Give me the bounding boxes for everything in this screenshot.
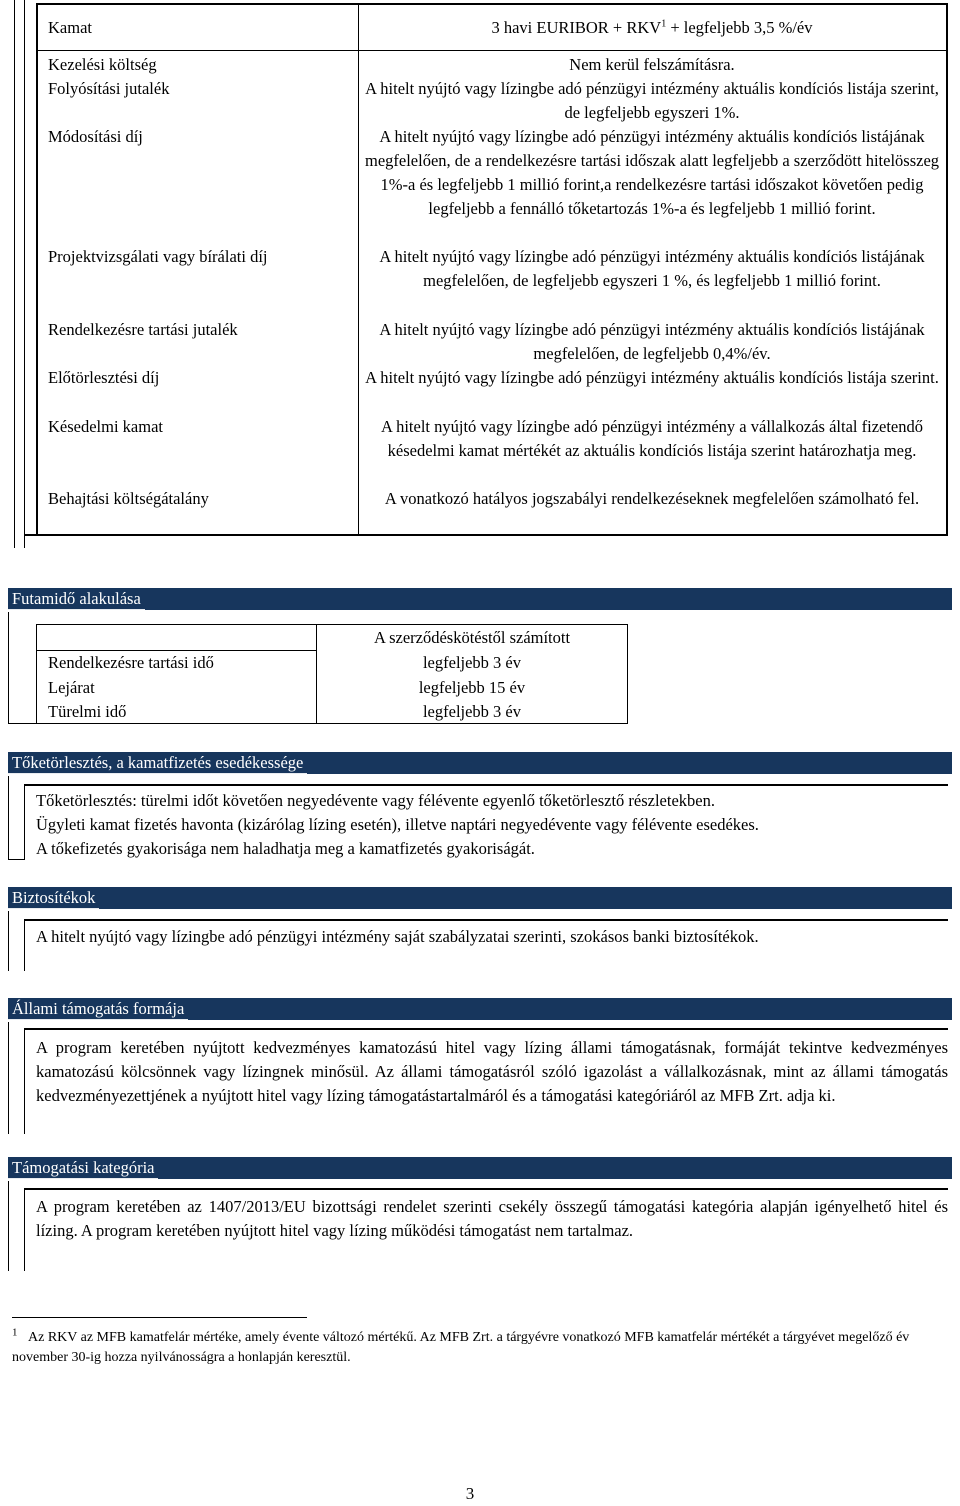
section-bar-allami [8, 998, 952, 1020]
footnote-separator [12, 1317, 307, 1318]
section-bar-futamido [8, 588, 952, 610]
allami-text: A program keretében nyújtott kedvezményes kamatozású hitel vagy lízing állami támogatásnak, formáját tekintve kedvezményes kamatozású kölcsönnek vagy lízingnek minősül. Az állami támogatásról szóló igazolást a vállalkozásnak, mint az állami támogatás kedvezményezettjének a nyújtott hitel vagy lízing támogatástartalmáról és a támogatási kategóriáról az MFB Zrt. adja ki. [36, 1038, 948, 1105]
futamido-header: A szerződéskötéstől számított [373, 628, 571, 647]
futamido-label-turelmi: Türelmi idő [48, 702, 127, 721]
section-title-biztositekok: Biztosítékok [8, 887, 99, 909]
toketorlesztes-line-3: A tőkefizetés gyakorisága nem haladhatja meg a kamatfizetés gyakoriságát. [36, 839, 535, 858]
fee-value-rendelkezesre: A hitelt nyújtó vagy lízingbe adó pénzügyi intézmény aktuális kondíciós listájának megfelelően, de legfeljebb 0,4%/év. [379, 320, 925, 363]
fee-value-kesedelmi: A hitelt nyújtó vagy lízingbe adó pénzügyi intézmény a vállalkozás által fizetendő késedelmi kamat mértékét az aktuális kondíciós listája szerint határozhatja meg. [380, 417, 924, 460]
biztositekok-text: A hitelt nyújtó vagy lízingbe adó pénzügyi intézmény saját szabályzatai szerinti, szokásos banki biztosítékok. [36, 927, 759, 946]
fee-label-behajtasi: Behajtási költségátalány [48, 489, 209, 508]
fee-value-folyositasi: A hitelt nyújtó vagy lízingbe adó pénzügyi intézmény aktuális kondíciós listája szerint, de legfeljebb egyszeri 1%. [365, 79, 939, 122]
futamido-value-rendelkezesre: legfeljebb 3 év [422, 653, 522, 672]
kamat-suffix: + legfeljebb 3,5 %/év [666, 18, 813, 37]
section-title-toketorlesztes: Tőketörlesztés, a kamatfizetés esedékessége [8, 752, 307, 774]
fee-label-projektvizsgalati: Projektvizsgálati vagy bírálati díj [48, 247, 268, 266]
section-bar-biztositekok [8, 887, 952, 909]
fee-label-kamat: Kamat [48, 18, 92, 37]
kategoria-text: A program keretében az 1407/2013/EU bizottsági rendelet szerinti csekély összegű támogatási kategória alapján igényelhető hitel és lízing. A program keretében nyújtott hitel vagy lízing működési támogatást nem tartalmaz. [36, 1197, 948, 1240]
toketorlesztes-line-2: Ügyleti kamat fizetés havonta (kizárólag lízing esetén), illetve naptári negyedévente vagy félévente esedékes. [36, 815, 759, 834]
toketorlesztes-line-1: Tőketörlesztés: türelmi időt követően negyedévente vagy félévente egyenlő tőketörlesztő részletekben. [36, 791, 715, 810]
section-bar-kategoria [8, 1157, 952, 1179]
fee-label-rendelkezesre: Rendelkezésre tartási jutalék [48, 320, 238, 339]
fee-label-kezelesi: Kezelési költség [48, 55, 157, 74]
fee-label-folyositasi: Folyósítási jutalék [48, 79, 170, 98]
fee-value-kamat [360, 16, 944, 40]
footnote [12, 1328, 948, 1368]
section-title-kategoria: Támogatási kategória [8, 1157, 158, 1179]
section-title-allami: Állami támogatás formája [8, 998, 188, 1020]
futamido-value-lejarat: legfeljebb 15 év [418, 678, 526, 697]
fee-value-modositasi: A hitelt nyújtó vagy lízingbe adó pénzügyi intézmény aktuális kondíciós listájának megfelelően, de a rendelkezésre tartási időszak alatt legfeljebb a szerződött hitelösszeg 1%-a és legfeljebb 1 millió forint,a rendelkezésre tartási időszakot követően pedig legfeljebb a fennálló tőketartozás 1%-a és legfeljebb 1 millió forint. [364, 127, 940, 218]
futamido-label-lejarat: Lejárat [48, 678, 95, 697]
page-number: 3 [465, 1484, 475, 1503]
section-title-futamido: Futamidő alakulása [8, 588, 145, 610]
fee-value-projektvizsgalati: A hitelt nyújtó vagy lízingbe adó pénzügyi intézmény aktuális kondíciós listájának megfelelően, de legfeljebb egyszeri 1 %, és legfeljebb 1 millió forint. [379, 247, 925, 290]
fee-label-modositasi: Módosítási díj [48, 127, 143, 146]
fee-label-kesedelmi: Késedelmi kamat [48, 417, 164, 436]
fee-value-kezelesi: Nem kerül felszámításra. [569, 55, 735, 74]
fee-label-elotorlesztesi: Előtörlesztési díj [48, 368, 160, 387]
footnote-mark: 1 [12, 1326, 18, 1339]
footnote-ref: 1 [661, 18, 667, 30]
section-bar-toketorlesztes [8, 752, 952, 774]
futamido-value-turelmi: legfeljebb 3 év [422, 702, 522, 721]
fee-value-behajtasi: A vonatkozó hatályos jogszabályi rendelkezéseknek megfelelően számolható fel. [384, 489, 920, 508]
footnote-text: Az RKV az MFB kamatfelár mértéke, amely évente változó mértékű. Az MFB Zrt. a tárgyévre vonatkozó MFB kamatfelár mértékét a tárgyévet megelőző év november 30-ig hozza nyilvánosságra a honlapján keresztül. [12, 1330, 910, 1365]
kamat-base: 3 havi EURIBOR + RKV [491, 18, 662, 37]
futamido-label-rendelkezesre: Rendelkezésre tartási idő [48, 653, 214, 672]
fee-value-elotorlesztesi: A hitelt nyújtó vagy lízingbe adó pénzügyi intézmény aktuális kondíciós listája szerint. [365, 368, 939, 387]
